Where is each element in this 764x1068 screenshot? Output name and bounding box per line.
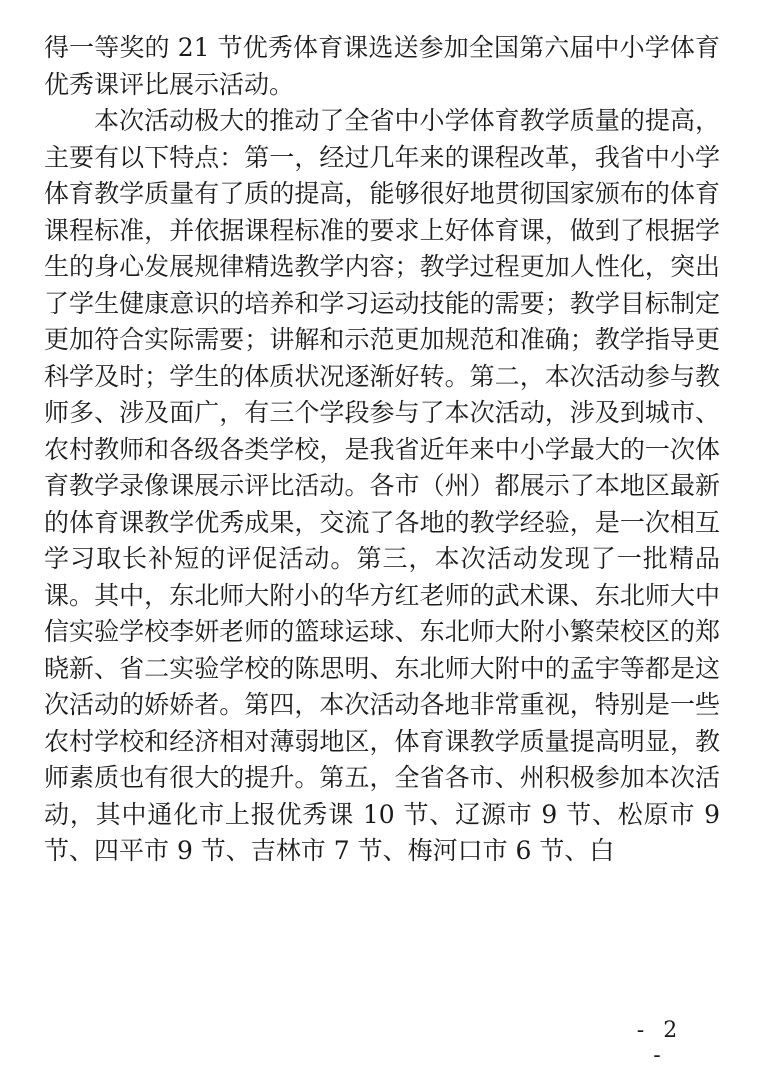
document-body — [44, 30, 720, 870]
paragraph-activity-features: 本次活动极大的推动了全省中小学体育教学质量的提高，主要有以下特点：第一，经过几年来的课程改革，我省中小学体育教学质量有了质的提高，能够很好地贯彻国家颁布的体育课程标准，并依据课程标准的要求上好体育课，做到了根据学生的身心发展规律精选教学内容；教学过程更加人性化，突出了学生健康意识的培养和学习运动技能的需要；教学目标制定更加符合实际需要；讲解和示范更加规范和准确；教学指导更科学及时；学生的体质状况逐渐好转。第二，本次活动参与教师多、涉及面广，有三个学段参与了本次活动，涉及到城市、农村教师和各级各类学校，是我省近年来中小学最大的一次体育教学录像课展示评比活动。各市（州）都展示了本地区最新的体育课教学优秀成果，交流了各地的教学经验，是一次相互学习取长补短的评促活动。第三，本次活动发现了一批精品课。其中，东北师大附小的华方红老师的武术课、东北师大中信实验学校李妍老师的篮球运球、东北师大附小繁荣校区的郑晓新、省二实验学校的陈思明、东北师大附中的孟宇等都是这次活动的娇娇者。第四，本次活动各地非常重视，特别是一些农村学校和经济相对薄弱地区，体育课教学质量提高明显，教师素质也有很大的提升。第五，全省各市、州积极参加本次活动，其中通化市上报优秀课 10 节、辽源市 9 节、松原市 9 节、四平市 9 节、吉林市 7 节、梅河口市 6 节、白 — [44, 106, 720, 865]
page-number: - 2 - — [636, 1018, 684, 1068]
paragraph-continuation: 得一等奖的 21 节优秀体育课选送参加全国第六届中小学体育优秀课评比展示活动。 — [44, 33, 720, 99]
